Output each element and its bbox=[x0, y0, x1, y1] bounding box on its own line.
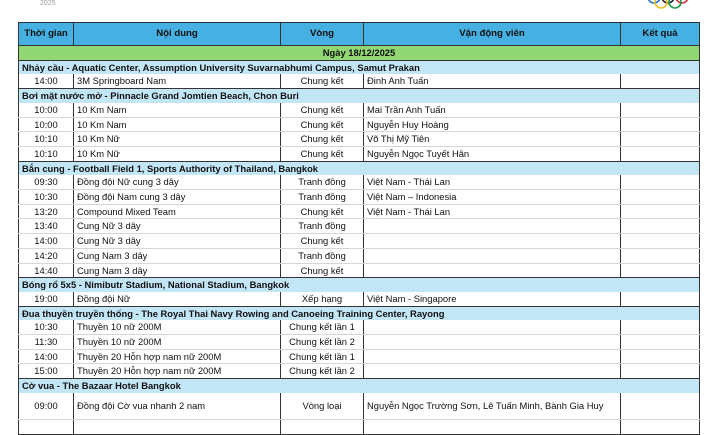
venue-row bbox=[19, 161, 700, 175]
time-cell: 10:30 bbox=[19, 320, 74, 334]
result-cell bbox=[621, 146, 700, 161]
table-row bbox=[19, 219, 700, 234]
result-cell bbox=[621, 320, 700, 334]
time-cell: 11:30 bbox=[19, 335, 74, 350]
table-row bbox=[19, 263, 700, 278]
athletes-cell: Nguyễn Ngọc Tuyết Hân bbox=[364, 146, 621, 161]
olympic-rings-icon bbox=[640, 0, 700, 10]
table-row bbox=[19, 132, 700, 147]
table-row bbox=[19, 175, 700, 189]
event-cell: 10 Km Nữ bbox=[74, 146, 281, 161]
table-row bbox=[19, 393, 700, 420]
column-header-round: Vòng bbox=[281, 23, 364, 46]
athletes-cell: Việt Nam - Thái Lan bbox=[364, 175, 621, 189]
athletes-cell: Việt Nam – Indonesia bbox=[364, 190, 621, 205]
round-cell: Chung kết bbox=[281, 263, 364, 278]
time-cell: 10:10 bbox=[19, 146, 74, 161]
round-cell: Chung kết lần 2 bbox=[281, 335, 364, 350]
column-header-result: Kết quả bbox=[621, 23, 700, 46]
result-cell bbox=[621, 364, 700, 379]
event-cell: Compound Mixed Team bbox=[74, 204, 281, 219]
time-cell: 13:20 bbox=[19, 204, 74, 219]
athletes-cell: Võ Thị Mỹ Tiên bbox=[364, 132, 621, 147]
venue-title: Bơi mặt nước mở - Pinnacle Grand Jomtien Beach, Chon Buri bbox=[19, 89, 700, 103]
venue-row bbox=[19, 60, 700, 74]
round-cell: Chung kết bbox=[281, 132, 364, 147]
table-row bbox=[19, 146, 700, 161]
round-cell: Vòng loại bbox=[281, 393, 364, 420]
table-row bbox=[19, 103, 700, 117]
time-cell: 15:00 bbox=[19, 364, 74, 379]
table-row bbox=[19, 335, 700, 350]
time-cell: 09:30 bbox=[19, 175, 74, 189]
athletes-cell bbox=[364, 263, 621, 278]
round-cell: Chung kết bbox=[281, 204, 364, 219]
event-cell: Đồng đội Nam cung 3 dây bbox=[74, 190, 281, 205]
result-cell bbox=[621, 349, 700, 364]
table-row bbox=[19, 234, 700, 249]
event-cell: 10 Km Nam bbox=[74, 103, 281, 117]
result-cell bbox=[621, 117, 700, 132]
event-cell: Cung Nam 3 dây bbox=[74, 248, 281, 263]
athletes-cell: Việt Nam - Thái Lan bbox=[364, 204, 621, 219]
time-cell: 10:30 bbox=[19, 190, 74, 205]
event-cell: Đồng đội Nữ bbox=[74, 292, 281, 306]
round-cell: Chung kết bbox=[281, 103, 364, 117]
athletes-cell: Nguyễn Ngọc Trường Sơn, Lê Tuấn Minh, Bành Gia Huy bbox=[364, 393, 621, 420]
table-row bbox=[19, 204, 700, 219]
venue-row bbox=[19, 89, 700, 103]
round-cell: Chung kết bbox=[281, 74, 364, 88]
athletes-cell bbox=[364, 219, 621, 234]
table-row bbox=[19, 190, 700, 205]
table-row bbox=[19, 419, 700, 434]
time-cell: 10:00 bbox=[19, 117, 74, 132]
athletes-cell bbox=[364, 364, 621, 379]
athletes-cell bbox=[364, 234, 621, 249]
time-cell: 10:00 bbox=[19, 103, 74, 117]
result-cell bbox=[621, 234, 700, 249]
time-cell: 09:00 bbox=[19, 393, 74, 420]
round-cell: Tranh đồng bbox=[281, 248, 364, 263]
venue-title: Cờ vua - The Bazaar Hotel Bangkok bbox=[19, 379, 700, 393]
round-cell: Chung kết bbox=[281, 117, 364, 132]
table-row bbox=[19, 349, 700, 364]
table-row bbox=[19, 364, 700, 379]
athletes-cell: Đinh Anh Tuấn bbox=[364, 74, 621, 88]
venue-row bbox=[19, 306, 700, 320]
event-cell: Thuyền 10 nữ 200M bbox=[74, 320, 281, 334]
round-cell: Tranh đồng bbox=[281, 219, 364, 234]
event-cell: Thuyền 10 nữ 200M bbox=[74, 335, 281, 350]
event-cell: 10 Km Nữ bbox=[74, 132, 281, 147]
time-cell: 10:10 bbox=[19, 132, 74, 147]
time-cell: 13:40 bbox=[19, 219, 74, 234]
result-cell bbox=[621, 132, 700, 147]
event-cell: Cung Nữ 3 dây bbox=[74, 219, 281, 234]
table-row bbox=[19, 248, 700, 263]
venue-title: Đua thuyền truyền thống - The Royal Thai Navy Rowing and Canoeing Training Center, Rayong bbox=[19, 306, 700, 320]
round-cell: Tranh đồng bbox=[281, 175, 364, 189]
round-cell: Chung kết bbox=[281, 234, 364, 249]
venue-row bbox=[19, 379, 700, 393]
round-cell: Chung kết lần 1 bbox=[281, 320, 364, 334]
venue-title: Nhảy cầu - Aquatic Center, Assumption University Suvarnabhumi Campus, Samut Prakan bbox=[19, 60, 700, 74]
column-header-time: Thời gian bbox=[19, 23, 74, 46]
event-cell: Cung Nữ 3 dây bbox=[74, 234, 281, 249]
event-cell: Đồng đội Nữ cung 3 dây bbox=[74, 175, 281, 189]
column-header-athletes: Vận động viên bbox=[364, 23, 621, 46]
table-row bbox=[19, 292, 700, 306]
athletes-cell: Mai Trần Anh Tuấn bbox=[364, 103, 621, 117]
result-cell bbox=[621, 292, 700, 306]
date-row bbox=[19, 46, 700, 61]
result-cell bbox=[621, 419, 700, 434]
venue-row bbox=[19, 278, 700, 292]
result-cell bbox=[621, 175, 700, 189]
event-cell: 3M Springboard Nam bbox=[74, 74, 281, 88]
round-cell: Xếp hạng bbox=[281, 292, 364, 306]
event-cell: Thuyền 20 Hỗn hợp nam nữ 200M bbox=[74, 364, 281, 379]
result-cell bbox=[621, 393, 700, 420]
schedule-table bbox=[18, 22, 700, 435]
event-cell: Thuyền 20 Hỗn hợp nam nữ 200M bbox=[74, 349, 281, 364]
result-cell bbox=[621, 74, 700, 88]
time-cell: 14:00 bbox=[19, 234, 74, 249]
athletes-cell bbox=[364, 320, 621, 334]
round-cell: Chung kết lần 1 bbox=[281, 349, 364, 364]
table-header-row bbox=[19, 23, 700, 46]
round-cell: Chung kết bbox=[281, 146, 364, 161]
column-header-event: Nội dung bbox=[74, 23, 281, 46]
table-row bbox=[19, 117, 700, 132]
result-cell bbox=[621, 103, 700, 117]
athletes-cell bbox=[364, 335, 621, 350]
athletes-cell bbox=[364, 349, 621, 364]
event-cell: 10 Km Nam bbox=[74, 117, 281, 132]
round-cell: Chung kết lần 2 bbox=[281, 364, 364, 379]
time-cell bbox=[19, 419, 74, 434]
result-cell bbox=[621, 335, 700, 350]
round-cell bbox=[281, 419, 364, 434]
event-cell: Cung Nam 3 dây bbox=[74, 263, 281, 278]
result-cell bbox=[621, 219, 700, 234]
venue-title: Bắn cung - Football Field 1, Sports Authority of Thailand, Bangkok bbox=[19, 161, 700, 175]
result-cell bbox=[621, 248, 700, 263]
round-cell: Tranh đồng bbox=[281, 190, 364, 205]
athletes-cell bbox=[364, 419, 621, 434]
athletes-cell bbox=[364, 248, 621, 263]
athletes-cell: Việt Nam - Singapore bbox=[364, 292, 621, 306]
time-cell: 14:20 bbox=[19, 248, 74, 263]
table-row bbox=[19, 74, 700, 88]
time-cell: 14:00 bbox=[19, 349, 74, 364]
table-row bbox=[19, 320, 700, 334]
event-cell: Đồng đội Cờ vua nhanh 2 nam bbox=[74, 393, 281, 420]
date-label: Ngày 18/12/2025 bbox=[19, 46, 700, 61]
time-cell: 14:00 bbox=[19, 74, 74, 88]
venue-title: Bóng rổ 5x5 - Nimibutr Stadium, National Stadium, Bangkok bbox=[19, 278, 700, 292]
event-cell bbox=[74, 419, 281, 434]
year-label: 2025 bbox=[40, 0, 56, 7]
athletes-cell: Nguyễn Huy Hoàng bbox=[364, 117, 621, 132]
result-cell bbox=[621, 204, 700, 219]
time-cell: 14:40 bbox=[19, 263, 74, 278]
time-cell: 19:00 bbox=[19, 292, 74, 306]
result-cell bbox=[621, 263, 700, 278]
result-cell bbox=[621, 190, 700, 205]
